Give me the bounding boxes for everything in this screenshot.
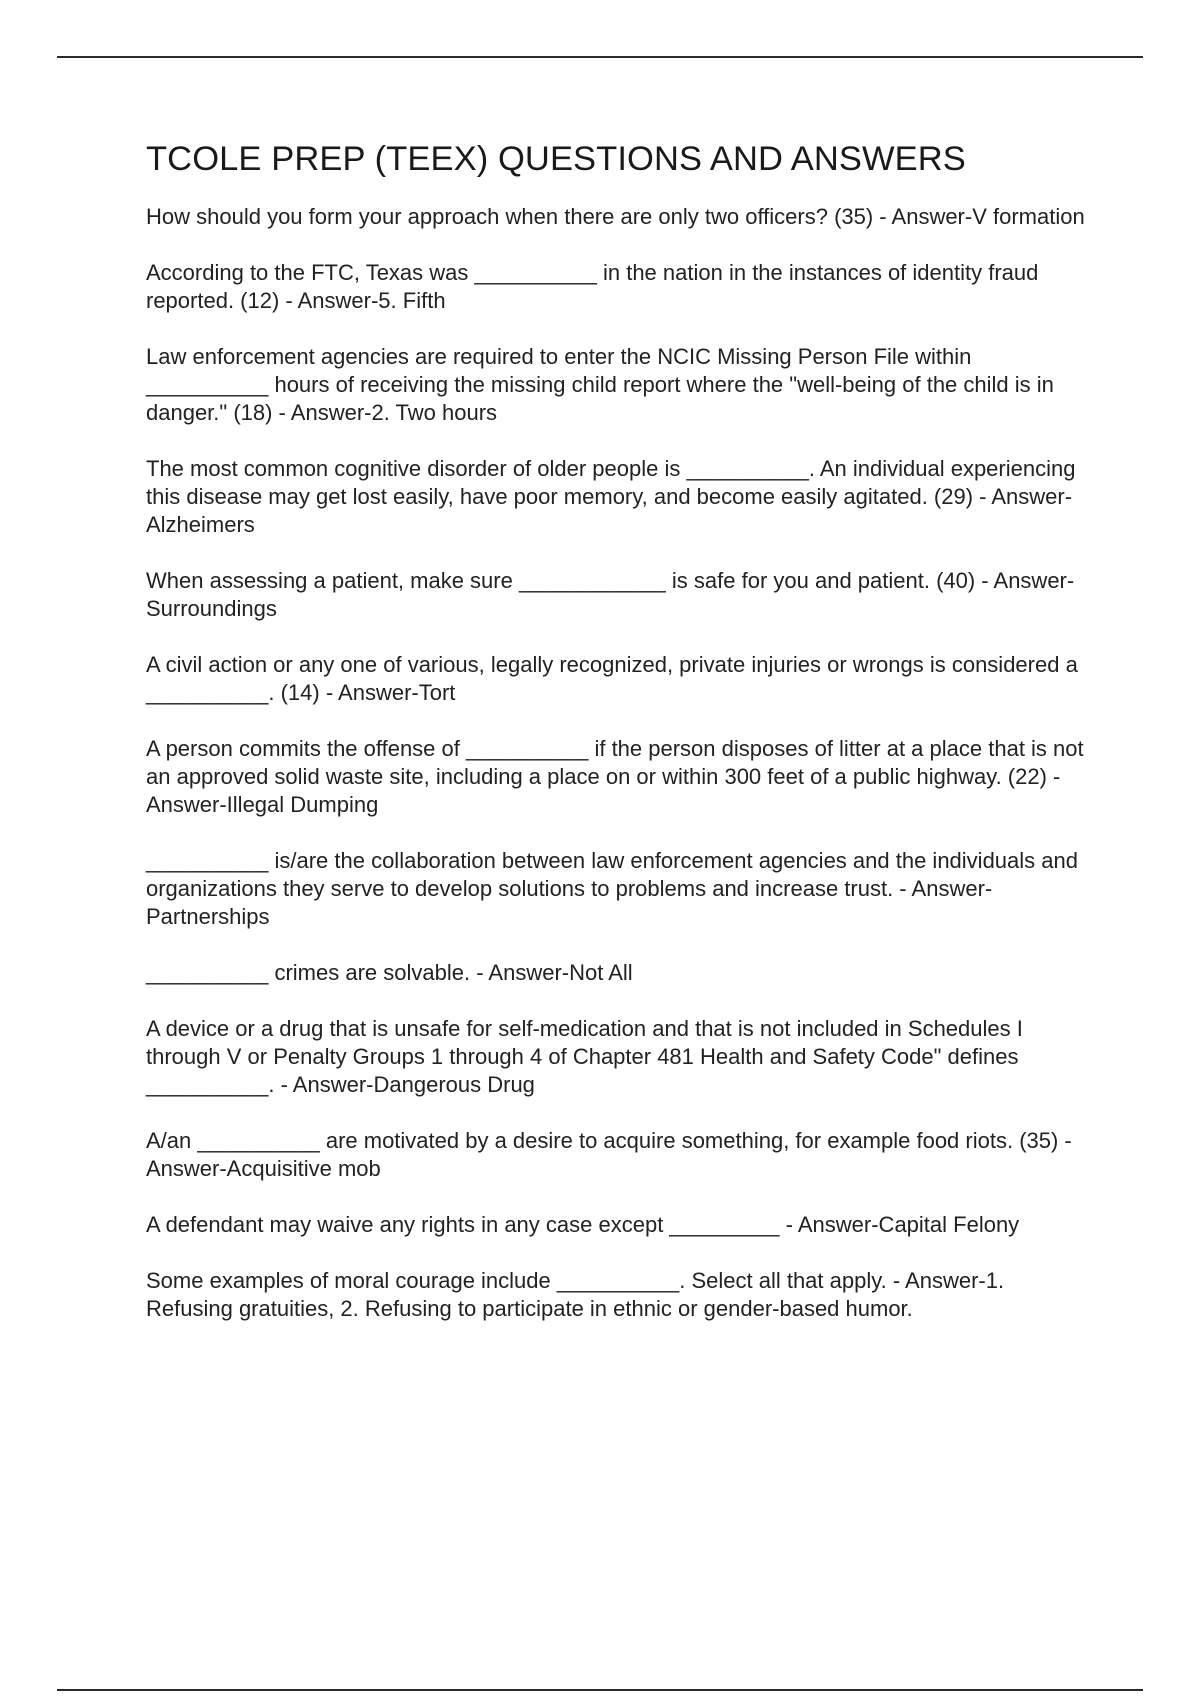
qa-item: A device or a drug that is unsafe for self-medication and that is not included in Schedules I through V or Penalty Groups 1 through 4 of Chapter 481 Health and Safety Code" defines __________. - Answer-Dangerous Drug xyxy=(146,1016,1023,1097)
qa-item: __________ crimes are solvable. - Answer-Not All xyxy=(146,960,633,985)
qa-item: A defendant may waive any rights in any case except _________ - Answer-Capital Felony xyxy=(146,1212,1020,1237)
qa-item: A/an __________ are motivated by a desire to acquire something, for example food riots. (35) - Answer-Acquisitive mob xyxy=(146,1128,1072,1181)
top-divider xyxy=(57,56,1143,58)
qa-item: Some examples of moral courage include __________. Select all that apply. - Answer-1. Refusing gratuities, 2. Refusing to participate in ethnic or gender-based humor. xyxy=(146,1268,1005,1321)
qa-item: A person commits the offense of __________ if the person disposes of litter at a place that is not an approved solid waste site, including a place on or within 300 feet of a public highway. (22) - Answer-Illegal Dumping xyxy=(146,736,1084,817)
qa-item: A civil action or any one of various, legally recognized, private injuries or wrongs is considered a __________. (14) - Answer-Tort xyxy=(146,652,1078,705)
bottom-divider xyxy=(57,1689,1143,1691)
qa-item: How should you form your approach when there are only two officers? (35) - Answer-V formation xyxy=(146,204,1085,229)
qa-item: __________ is/are the collaboration between law enforcement agencies and the individuals and organizations they serve to develop solutions to problems and increase trust. - Answer-Partnerships xyxy=(146,848,1078,929)
document-title: TCOLE PREP (TEEX) QUESTIONS AND ANSWERS xyxy=(146,140,966,178)
qa-item: Law enforcement agencies are required to enter the NCIC Missing Person File within __________ hours of receiving the missing child report where the "well-being of the child is in danger." (18) - Answer-2. Two hours xyxy=(146,344,1054,425)
qa-item: The most common cognitive disorder of older people is __________. An individual experiencing this disease may get lost easily, have poor memory, and become easily agitated. (29) - Answer-Alzheimers xyxy=(146,456,1076,537)
qa-item: When assessing a patient, make sure ____________ is safe for you and patient. (40) - Answer-Surroundings xyxy=(146,568,1075,621)
qa-item: According to the FTC, Texas was __________ in the nation in the instances of identity fraud reported. (12) - Answer-5. Fifth xyxy=(146,260,1039,313)
document-body xyxy=(146,140,1086,1351)
